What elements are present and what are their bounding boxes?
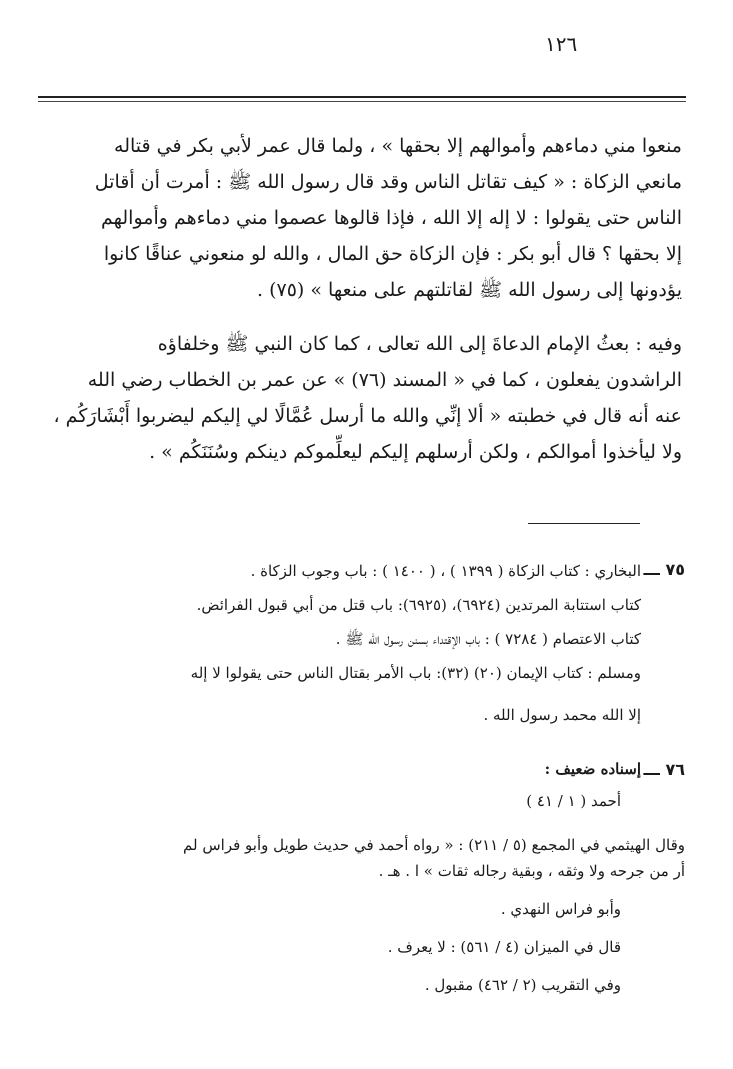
text-line: يؤدونها إلى رسول الله ﷺ لقاتلتهم على منعها » (٧٥) . [257,279,682,301]
footnote-separator [528,523,640,524]
text-line: إلا بحقها ؟ قال أبو بكر : فإن الزكاة حق المال ، والله لو منعوني عناقًا كانوا [103,243,682,265]
footnote-line: إلا الله محمد رسول الله . [483,706,641,724]
text-line: الناس حتى يقولوا : لا إله إلا الله ، فإذا قالوها عصموا مني دماءهم وأموالهم [100,207,682,229]
footnote-line: أحمد ( ١ / ٤١ ) [526,792,621,810]
text-line: منعوا مني دماءهم وأموالهم إلا بحقها » ، ولما قال عمر لأبي بكر في قتاله [114,135,682,157]
header-rule-thick [38,96,686,98]
footnote-line: قال في الميزان (٤ / ٥٦١) : لا يعرف . [387,938,621,956]
paragraph-2 [42,326,682,470]
header-rule-thin [38,101,686,102]
footnote-number: ٧٦ ـــ [643,760,685,779]
text-line: مانعي الزكاة : « كيف تقاتل الناس وقد قال رسول الله ﷺ : أمرت أن أقاتل [94,171,682,193]
footnote-number: ٧٥ ـــ [643,560,685,579]
paragraph-1 [42,128,682,308]
footnote-line: كتاب استتابة المرتدين (٦٩٢٤)، (٦٩٢٥): باب قتل من أبي قبول الفرائض. [196,596,641,614]
footnote-line: وفي التقريب (٢ / ٤٦٢) مقبول . [424,976,621,994]
page-number: ١٢٦ [545,32,578,56]
footnote-line: البخاري : كتاب الزكاة ( ١٣٩٩ ) ، ( ١٤٠٠ ) : باب وجوب الزكاة . [250,562,641,580]
footnote-line: وأبو فراس النهدي . [500,900,621,918]
footnote-line: أر من جرحه ولا وثقه ، وبقية رجاله ثقات » ا . هـ . [378,862,685,880]
text-line: ولا ليأخذوا أموالكم ، ولكن أرسلهم إليكم ليعلِّموكم دينكم وسُنَنَكُم » . [149,441,682,463]
text-line: الراشدون يفعلون ، كما في « المسند (٧٦) » عن عمر بن الخطاب رضي الله [87,369,682,391]
main-body [42,128,682,470]
footnote-heading: إسناده ضعيف : [544,760,641,778]
footnote-line: كتاب الاعتصام ( ٧٢٨٤ ) : باب الإقتداء بسنن رسول الله ﷺ . [335,630,641,648]
footnote-line: ومسلم : كتاب الإيمان (٢٠) (٣٢): باب الأمر بقتال الناس حتى يقولوا لا إله [190,664,641,682]
text-line: عنه أنه قال في خطبته « ألا إنِّي والله ما أرسل عُمَّالًا لي إليكم ليضربوا أَبْشَارَكُم ، [53,405,682,427]
footnote-line: وقال الهيثمي في المجمع (٥ / ٢١١) : « رواه أحمد في حديث طويل وأبو فراس لم [183,836,685,854]
text-line: وفيه : بعثُ الإمام الدعاةَ إلى الله تعالى ، كما كان النبي ﷺ وخلفاؤه [157,333,682,355]
